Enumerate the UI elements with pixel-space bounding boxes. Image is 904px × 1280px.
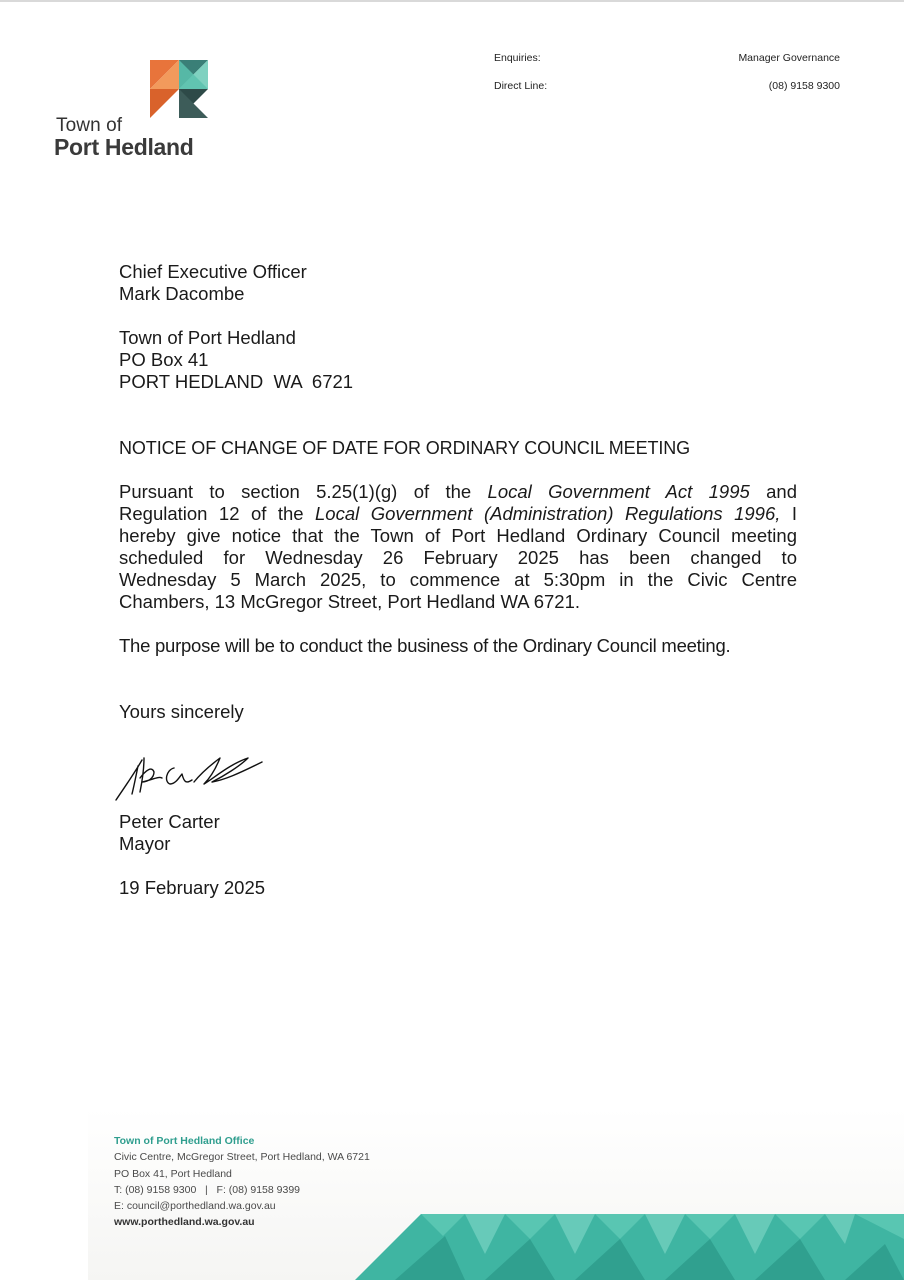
body-text: and <box>749 481 797 502</box>
recipient-name: Mark Dacombe <box>119 283 245 304</box>
enquiries-label: Enquiries: <box>494 52 541 64</box>
body-line-5: Wednesday 5 March 2025, to commence at 5:30pm in the Civic Centre <box>119 569 797 590</box>
signature-image <box>112 748 272 804</box>
footer-website-link[interactable]: www.porthedland.wa.gov.au <box>114 1216 255 1229</box>
signer-title: Mayor <box>119 833 171 854</box>
regulation-title: Local Government (Administration) Regulations 1996, <box>315 503 781 524</box>
town-logo <box>54 58 224 160</box>
footer-po-box: PO Box 41, Port Hedland <box>114 1167 232 1180</box>
body-text: I <box>780 503 798 524</box>
footer-triangle-pattern <box>355 1214 904 1280</box>
direct-line-value: (08) 9158 9300 <box>768 80 840 92</box>
body-paragraph-2: The purpose will be to conduct the business of the Ordinary Council meeting. <box>119 635 731 656</box>
logo-place-text: Port Hedland <box>54 134 194 160</box>
signer-name: Peter Carter <box>119 811 220 832</box>
body-text: Pursuant to section 5.25(1)(g) of the <box>119 481 488 502</box>
body-line-4: scheduled for Wednesday 26 February 2025 has been changed to <box>119 547 797 568</box>
recipient-address <box>119 327 353 393</box>
body-line-2 <box>119 503 797 525</box>
act-title: Local Government Act 1995 <box>487 481 750 502</box>
letter-date: 19 February 2025 <box>119 877 266 898</box>
recipient-locality: PORT HEDLAND WA 6721 <box>119 371 354 392</box>
body-text: Regulation 12 of the <box>119 503 316 524</box>
direct-line-label: Direct Line: <box>494 80 548 92</box>
footer-email[interactable]: E: council@porthedland.wa.gov.au <box>114 1200 276 1213</box>
footer-contact <box>114 1133 370 1231</box>
body-line-3: hereby give notice that the Town of Port Hedland Ordinary Council meeting <box>119 525 797 546</box>
top-rule <box>0 0 904 2</box>
logo-mark-icon <box>150 60 208 118</box>
footer-office-title: Town of Port Hedland Office <box>114 1135 255 1147</box>
recipient-org: Town of Port Hedland <box>119 327 296 348</box>
subject-heading: NOTICE OF CHANGE OF DATE FOR ORDINARY COUNCIL MEETING <box>119 438 691 458</box>
footer-phones: T: (08) 9158 9300 | F: (08) 9158 9399 <box>114 1183 301 1196</box>
footer-address: Civic Centre, McGregor Street, Port Hedland, WA 6721 <box>114 1151 370 1164</box>
signer-block <box>119 811 220 855</box>
enquiries-value: Manager Governance <box>738 52 840 64</box>
salutation: Yours sincerely <box>119 701 244 722</box>
recipient-title: Chief Executive Officer <box>119 261 307 282</box>
recipient-block <box>119 261 307 305</box>
logo-town-text: Town of <box>56 115 123 136</box>
recipient-po-box: PO Box 41 <box>119 349 209 370</box>
body-paragraph-1 <box>119 481 797 613</box>
body-line-1 <box>119 481 797 503</box>
body-line-6: Chambers, 13 McGregor Street, Port Hedland WA 6721. <box>119 591 581 612</box>
